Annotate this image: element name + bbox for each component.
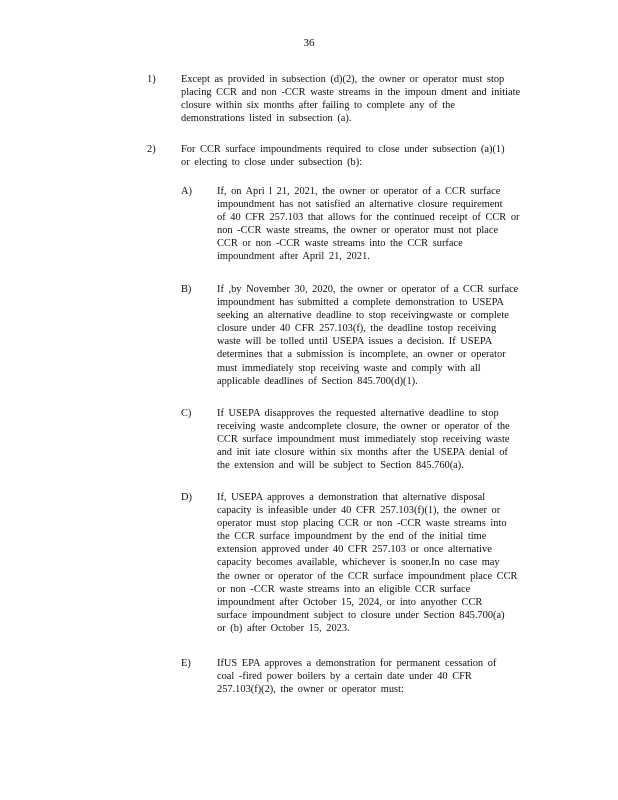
text-line: or (b) after October 15, 2023. [217, 622, 350, 634]
text-line: the extension and will be subject to Section 845.760(a). [217, 460, 464, 472]
subparagraph-text [217, 407, 547, 472]
text-line: coal -fired power boilers by a certain date under 40 CFR [217, 671, 472, 683]
text-line: extension approved under 40 CFR 257.103 or once alternative [217, 544, 492, 556]
page-number: 36 [303, 37, 315, 49]
paragraph-text [181, 73, 541, 125]
text-line: If USEPA disapproves the requested alternative deadline to stop [217, 408, 499, 419]
paragraph-number: 1) [147, 74, 156, 85]
text-line: receiving waste andcomplete closure, the owner or operator of the [217, 421, 510, 433]
text-line: must immediately stop receiving waste and comply with all [217, 362, 481, 374]
text-line: If, on Apri l 21, 2021, the owner or operator of a CCR surface [217, 186, 501, 197]
text-line: CCR or non -CCR waste streams into the CCR surface [217, 238, 463, 250]
text-line: applicable deadlines of Section 845.700(d)(1). [217, 375, 418, 387]
text-line: or non -CCR waste streams into an eligible CCR surface [217, 583, 471, 595]
text-line: impoundment has not satisfied an alternative closure requirement [217, 199, 503, 211]
subparagraph-letter: B) [181, 284, 192, 295]
text-line: non -CCR waste streams, the owner or operator must not place [217, 225, 499, 237]
text-line: determines that a submission is incomplete, an owner or operator [217, 349, 506, 361]
paragraph-number: 2) [147, 144, 156, 155]
text-line: capacity is infeasible under 40 CFR 257.103(f)(1), the owner or [217, 505, 501, 517]
text-line: closure within six months after failing to complete any of the [181, 100, 455, 112]
subparagraph-letter: E) [181, 658, 191, 669]
subparagraph-text [217, 657, 547, 696]
text-line: and init iate closure within six months after the USEPA denial of [217, 447, 508, 459]
text-line: impoundment after April 21, 2021. [217, 251, 370, 263]
subparagraph-text [217, 491, 547, 635]
text-line: Except as provided in subsection (d)(2), the owner or operator must stop [181, 74, 505, 85]
text-line: surface impoundment subject to closure under Section 845.700(a) [217, 609, 505, 621]
text-line: the owner or operator of the CCR surface impoundment place CCR [217, 570, 518, 582]
text-line: impoundment has submitted a complete demonstration to USEPA [217, 297, 504, 309]
subparagraph-text [217, 185, 547, 264]
text-line: IfUS EPA approves a demonstration for permanent cessation of [217, 658, 497, 669]
text-line: of 40 CFR 257.103 that allows for the continued receipt of CCR or [217, 212, 520, 224]
text-line: operator must stop placing CCR or non -CCR waste streams into [217, 518, 507, 530]
text-line: seeking an alternative deadline to stop receivingwaste or complete [217, 310, 509, 322]
text-line: CCR surface impoundment must immediately stop receiving waste [217, 434, 510, 446]
text-line: For CCR surface impoundments required to close under subsection (a)(1) [181, 144, 505, 155]
text-line: capacity becomes available, whichever is sooner.In no case may [217, 557, 500, 569]
text-line: If, USEPA approves a demonstration that alternative disposal [217, 492, 486, 503]
text-line: or electing to close under subsection (b): [181, 157, 363, 169]
paragraph-text [181, 143, 541, 169]
text-line: placing CCR and non -CCR waste streams in the impoun dment and initiate [181, 87, 521, 99]
text-line: impoundment after October 15, 2024, or into anyother CCR [217, 596, 483, 608]
subparagraph-text [217, 283, 547, 388]
text-line: demonstrations listed in subsection (a). [181, 113, 352, 125]
text-line: If ,by November 30, 2020, the owner or operator of a CCR surface [217, 284, 519, 295]
subparagraph-letter: D) [181, 492, 192, 503]
text-line: waste will be tolled until USEPA issues a decision. If USEPA [217, 336, 493, 348]
text-line: 257.103(f)(2), the owner or operator must: [217, 684, 404, 696]
subparagraph-letter: C) [181, 408, 192, 419]
text-line: the CCR surface impoundment by the end of the initial time [217, 531, 487, 543]
subparagraph-letter: A) [181, 186, 192, 197]
text-line: closure under 40 CFR 257.103(f), the deadline tostop receiving [217, 323, 497, 335]
